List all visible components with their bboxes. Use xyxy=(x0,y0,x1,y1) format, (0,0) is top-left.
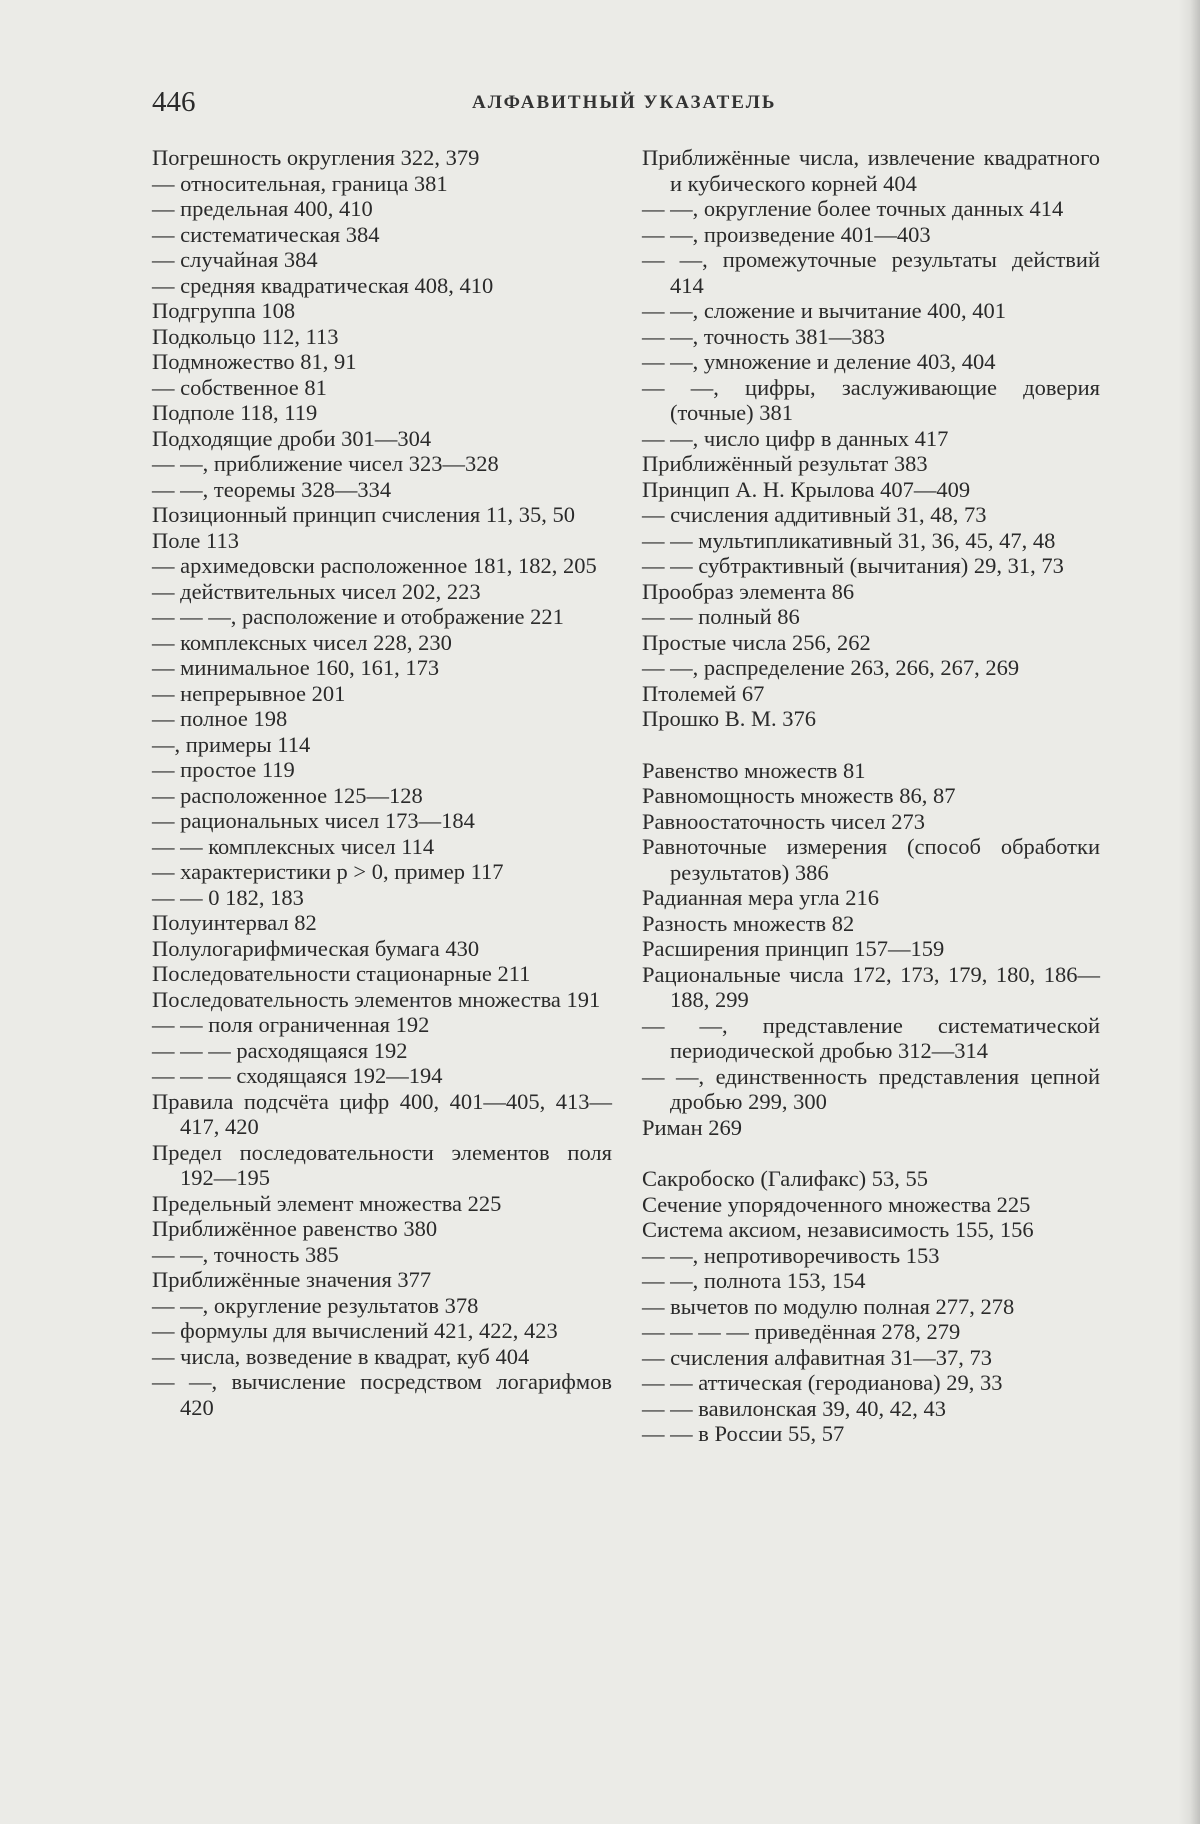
index-entry: — собственное 81 xyxy=(152,374,327,400)
index-entry: — характеристики p > 0, пример 117 xyxy=(152,859,504,884)
index-entry: Подходящие дроби 301—304 xyxy=(152,425,432,451)
index-entry: Погрешность округления 322, 379 xyxy=(152,145,480,170)
index-entry: — непрерывное 201 xyxy=(152,680,346,706)
index-entry: Последовательности стационарные 211 xyxy=(152,961,531,986)
index-entry: — — в России 55, 57 xyxy=(642,1421,845,1446)
index-entry: — —, точность 381—383 xyxy=(642,323,885,349)
index-column-right xyxy=(642,145,1100,1447)
index-entry: Подполе 118, 119 xyxy=(152,400,318,425)
index-entry: — — субтрактивный (вычитания) 29, 31, 73 xyxy=(642,553,1064,578)
index-entry: Подмножество 81, 91 xyxy=(152,349,357,374)
index-entry: Равномощность множеств 86, 87 xyxy=(642,783,956,808)
index-entry: — числа, возведение в квадрат, куб 404 xyxy=(152,1343,530,1369)
index-entry: — систематическая 384 xyxy=(152,221,380,247)
index-entry: Правила подсчёта цифр 400, 401—405, 413—417, 420 xyxy=(152,1088,612,1139)
index-entry: — комплексных чисел 228, 230 xyxy=(152,629,452,655)
page-number: 446 xyxy=(152,86,196,118)
index-entry: Равноостаточность чисел 273 xyxy=(642,808,926,834)
index-entry: — полное 198 xyxy=(152,706,288,731)
index-entry: — —, сложение и вычитание 400, 401 xyxy=(642,298,1007,323)
index-entry: — —, произведение 401—403 xyxy=(642,221,931,247)
index-entry: — формулы для вычислений 421, 422, 423 xyxy=(152,1318,558,1343)
index-entry: Приближённые числа, извлечение квадратного и кубического корней 404 xyxy=(642,145,1100,196)
index-entry: — архимедовски расположенное 181, 182, 205 xyxy=(152,553,597,578)
index-entry: — счисления аддитивный 31, 48, 73 xyxy=(642,502,987,527)
index-entry: Сакробоско (Галифакс) 53, 55 xyxy=(642,1166,929,1191)
index-entry: — —, умножение и деление 403, 404 xyxy=(642,349,996,374)
index-entry: — —, непротиворечивость 153 xyxy=(642,1242,940,1268)
index-entry: — — — расходящаяся 192 xyxy=(152,1037,408,1063)
index-entry: — — — — приведённая 278, 279 xyxy=(642,1319,961,1344)
index-entry: Расширения принцип 157—159 xyxy=(642,936,945,961)
index-entry: Разность множеств 82 xyxy=(642,910,855,936)
index-entry: — относительная, граница 381 xyxy=(152,170,448,196)
index-entry: — расположенное 125—128 xyxy=(152,782,423,808)
index-entry: — —, единственность представления цепной дробью 299, 300 xyxy=(642,1063,1100,1114)
index-entry: — —, представление систематической периодической дробью 312—314 xyxy=(642,1012,1100,1063)
index-entry: — —, распределение 263, 266, 267, 269 xyxy=(642,655,1020,680)
index-entry: Поле 113 xyxy=(152,527,239,553)
index-entry: Полулогарифмическая бумага 430 xyxy=(152,935,480,961)
index-entry: — —, цифры, заслуживающие доверия (точные) 381 xyxy=(642,374,1100,425)
index-entry: Приближённый результат 383 xyxy=(642,451,928,476)
index-entry: Предел последовательности элементов поля 192—195 xyxy=(152,1139,612,1190)
index-entry: — — аттическая (геродианова) 29, 33 xyxy=(642,1370,1003,1395)
index-entry: Последовательность элементов множества 191 xyxy=(152,986,601,1012)
index-entry: — —, вычисление посредством логарифмов 420 xyxy=(152,1369,612,1420)
index-entry: — — полный 86 xyxy=(642,604,800,629)
index-entry: — —, точность 385 xyxy=(152,1241,339,1267)
section-gap xyxy=(642,732,1100,758)
index-entry: —, примеры 114 xyxy=(152,731,311,757)
index-entry: Равенство множеств 81 xyxy=(642,757,866,783)
index-entry: Подкольцо 112, 113 xyxy=(152,323,339,349)
index-entry: — случайная 384 xyxy=(152,247,318,272)
index-entry: — действительных чисел 202, 223 xyxy=(152,578,481,604)
index-entry: — предельная 400, 410 xyxy=(152,196,373,221)
index-entry: — —, округление более точных данных 414 xyxy=(642,196,1064,221)
index-entry: — простое 119 xyxy=(152,757,295,782)
index-entry: Простые числа 256, 262 xyxy=(642,629,871,655)
index-entry: — — —, расположение и отображение 221 xyxy=(152,604,564,629)
index-entry: — средняя квадратическая 408, 410 xyxy=(152,272,494,298)
index-entry: — —, приближение чисел 323—328 xyxy=(152,451,499,476)
index-entry: — рациональных чисел 173—184 xyxy=(152,808,475,833)
index-entry: Позиционный принцип счисления 11, 35, 50 xyxy=(152,502,576,527)
index-entry: — —, промежуточные результаты действий 414 xyxy=(642,247,1100,298)
index-entry: Приближённые значения 377 xyxy=(152,1267,432,1292)
index-entry: Риман 269 xyxy=(642,1114,743,1140)
index-entry: Полуинтервал 82 xyxy=(152,910,317,935)
index-entry: Подгруппа 108 xyxy=(152,298,296,323)
index-entry: — —, теоремы 328—334 xyxy=(152,476,392,502)
index-entry: — —, округление результатов 378 xyxy=(152,1292,479,1318)
index-entry: Принцип А. Н. Крылова 407—409 xyxy=(642,476,971,502)
index-entry: — — 0 182, 183 xyxy=(152,884,304,910)
index-entry: Приближённое равенство 380 xyxy=(152,1216,438,1241)
index-entry: — — вавилонская 39, 40, 42, 43 xyxy=(642,1395,947,1421)
index-entry: Прошко В. М. 376 xyxy=(642,706,817,731)
page-header xyxy=(152,82,1102,122)
index-entry: Равноточные измерения (способ обработки результатов) 386 xyxy=(642,834,1100,885)
page-edge-shadow xyxy=(1178,0,1200,1824)
index-entry: — —, полнота 153, 154 xyxy=(642,1268,866,1293)
index-column-left xyxy=(152,145,612,1420)
index-entry: Птолемей 67 xyxy=(642,680,765,706)
index-entry: — — — сходящаяся 192—194 xyxy=(152,1063,443,1088)
index-entry: Предельный элемент множества 225 xyxy=(152,1190,502,1216)
index-entry: Рациональные числа 172, 173, 179, 180, 186—188, 299 xyxy=(642,961,1100,1012)
index-entry: — — поля ограниченная 192 xyxy=(152,1012,430,1037)
index-entry: — вычетов по модулю полная 277, 278 xyxy=(642,1293,1015,1319)
index-entry: Система аксиом, независимость 155, 156 xyxy=(642,1217,1034,1242)
index-entry: — —, число цифр в данных 417 xyxy=(642,425,949,451)
index-entry: — счисления алфавитная 31—37, 73 xyxy=(642,1344,993,1370)
index-entry: — — мультипликативный 31, 36, 45, 47, 48 xyxy=(642,527,1056,553)
index-entry: Сечение упорядоченного множества 225 xyxy=(642,1191,1031,1217)
section-gap xyxy=(642,1140,1100,1166)
index-entry: — — комплексных чисел 114 xyxy=(152,833,435,859)
index-entry: Радианная мера угла 216 xyxy=(642,885,880,910)
index-entry: Прообраз элемента 86 xyxy=(642,578,855,604)
index-entry: — минимальное 160, 161, 173 xyxy=(152,655,440,680)
running-title: АЛФАВИТНЫЙ УКАЗАТЕЛЬ xyxy=(472,92,777,113)
